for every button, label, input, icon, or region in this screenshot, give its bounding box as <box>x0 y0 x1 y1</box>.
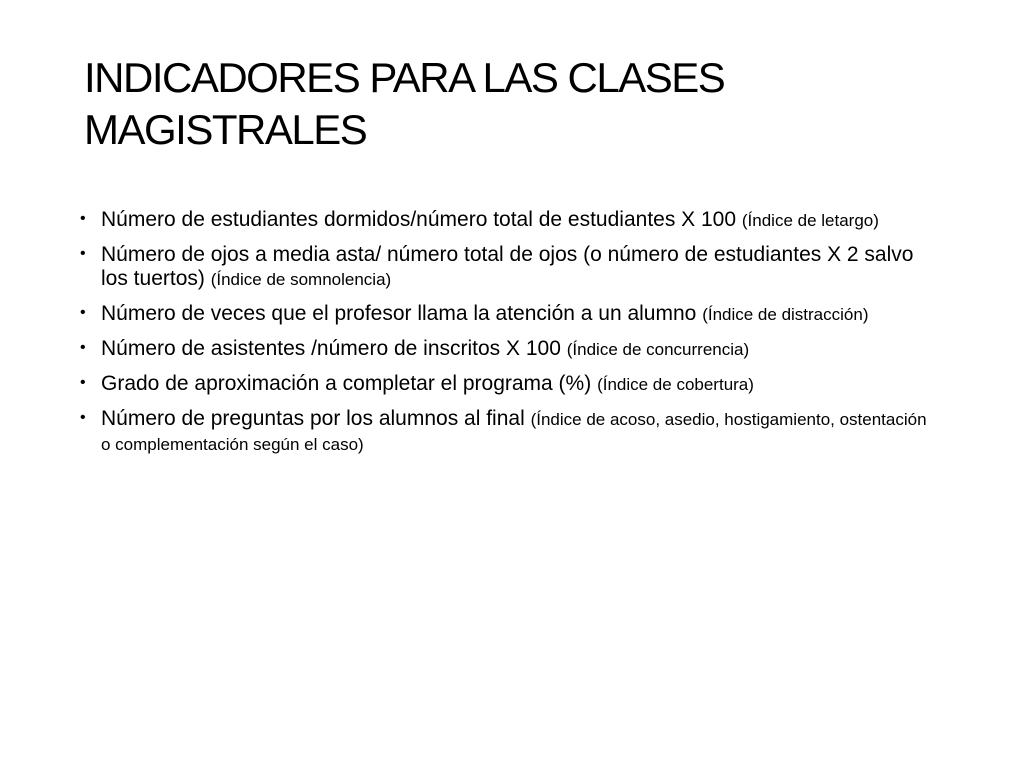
bullet-icon: • <box>80 409 86 426</box>
bullet-main-text: Número de preguntas por los alumnos al final <box>101 407 525 430</box>
bullet-icon: • <box>80 374 86 391</box>
bullet-icon: • <box>80 339 86 356</box>
bullet-item-harassment-index <box>78 407 938 457</box>
bullet-item-distraction-index <box>78 302 938 327</box>
bullet-main-text: Número de ojos a media asta/ número total de ojos (o número de estudiantes X 2 salvo los tuertos) <box>101 243 914 290</box>
bullet-item-attendance-index <box>78 337 938 362</box>
bullet-main-text: Número de estudiantes dormidos/número total de estudiantes X 100 <box>101 208 737 231</box>
bullet-note-text: (Índice de concurrencia) <box>566 340 750 359</box>
bullet-item-drowsiness-index <box>78 243 938 292</box>
bullet-item-lethargy-index <box>78 208 938 233</box>
bullet-icon: • <box>80 304 86 321</box>
bullet-item-coverage-index <box>78 372 938 397</box>
bullet-note-text: (Índice de distracción) <box>702 305 869 324</box>
bullet-note-text: (Índice de acoso, asedio, hostigamiento, ostentación o complementación según el caso) <box>101 410 927 454</box>
slide-title: INDICADORES PARA LAS CLASES MAGISTRALES <box>84 54 725 153</box>
bullet-main-text: Grado de aproximación a completar el programa (%) <box>101 372 592 395</box>
bullet-list <box>78 208 938 467</box>
bullet-main-text: Número de veces que el profesor llama la atención a un alumno <box>101 302 697 325</box>
bullet-note-text: (Índice de somnolencia) <box>210 270 392 289</box>
bullet-note-text: (Índice de letargo) <box>741 211 879 230</box>
bullet-icon: • <box>80 210 86 227</box>
bullet-main-text: Número de asistentes /número de inscritos X 100 <box>101 337 561 360</box>
bullet-note-text: (Índice de cobertura) <box>597 375 754 394</box>
bullet-icon: • <box>80 245 86 262</box>
